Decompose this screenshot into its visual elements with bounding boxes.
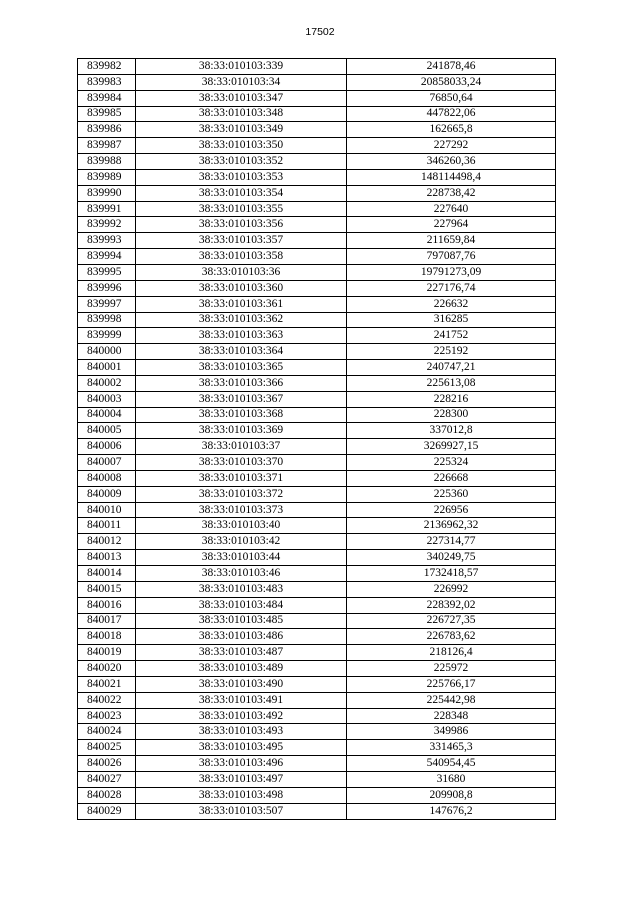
- cadastral-value-cell: 1732418,57: [347, 566, 556, 582]
- cadastral-number-cell: 38:33:010103:484: [136, 597, 347, 613]
- table-row: [78, 375, 556, 391]
- row-number-cell: 839998: [78, 312, 136, 328]
- row-number-cell: 839999: [78, 328, 136, 344]
- table-row: [78, 613, 556, 629]
- cadastral-number-cell: 38:33:010103:355: [136, 201, 347, 217]
- table-row: [78, 217, 556, 233]
- row-number-cell: 840005: [78, 423, 136, 439]
- row-number-cell: 839993: [78, 233, 136, 249]
- row-number-cell: 840003: [78, 391, 136, 407]
- cadastral-value-cell: 31680: [347, 771, 556, 787]
- table-row: [78, 486, 556, 502]
- cadastral-number-cell: 38:33:010103:496: [136, 756, 347, 772]
- cadastral-number-cell: 38:33:010103:493: [136, 724, 347, 740]
- cadastral-value-cell: 226992: [347, 581, 556, 597]
- row-number-cell: 840026: [78, 756, 136, 772]
- row-number-cell: 840013: [78, 550, 136, 566]
- page-number: 17502: [305, 26, 335, 38]
- cadastral-number-cell: 38:33:010103:42: [136, 534, 347, 550]
- cadastral-number-cell: 38:33:010103:368: [136, 407, 347, 423]
- cadastral-number-cell: 38:33:010103:339: [136, 59, 347, 75]
- cadastral-value-cell: 349986: [347, 724, 556, 740]
- cadastral-value-cell: 218126,4: [347, 645, 556, 661]
- cadastral-value-cell: 226956: [347, 502, 556, 518]
- row-number-cell: 839989: [78, 169, 136, 185]
- row-number-cell: 840002: [78, 375, 136, 391]
- row-number-cell: 840025: [78, 740, 136, 756]
- cadastral-value-cell: 241878,46: [347, 59, 556, 75]
- cadastral-number-cell: 38:33:010103:40: [136, 518, 347, 534]
- table-body: [78, 59, 556, 820]
- cadastral-number-cell: 38:33:010103:358: [136, 249, 347, 265]
- cadastral-value-cell: 228348: [347, 708, 556, 724]
- cadastral-number-cell: 38:33:010103:497: [136, 771, 347, 787]
- row-number-cell: 840001: [78, 360, 136, 376]
- row-number-cell: 839986: [78, 122, 136, 138]
- row-number-cell: 839982: [78, 59, 136, 75]
- table-row: [78, 439, 556, 455]
- cadastral-value-cell: 226632: [347, 296, 556, 312]
- table-row: [78, 59, 556, 75]
- table-row: [78, 249, 556, 265]
- table-row: [78, 296, 556, 312]
- cadastral-number-cell: 38:33:010103:34: [136, 74, 347, 90]
- cadastral-number-cell: 38:33:010103:366: [136, 375, 347, 391]
- cadastral-value-cell: 337012,8: [347, 423, 556, 439]
- row-number-cell: 840008: [78, 470, 136, 486]
- row-number-cell: 840018: [78, 629, 136, 645]
- row-number-cell: 840010: [78, 502, 136, 518]
- cadastral-value-cell: 76850,64: [347, 90, 556, 106]
- cadastral-value-cell: 228392,02: [347, 597, 556, 613]
- row-number-cell: 840027: [78, 771, 136, 787]
- cadastral-value-cell: 241752: [347, 328, 556, 344]
- cadastral-value-cell: 227640: [347, 201, 556, 217]
- row-number-cell: 839995: [78, 264, 136, 280]
- cadastral-number-cell: 38:33:010103:498: [136, 787, 347, 803]
- table-row: [78, 661, 556, 677]
- table-row: [78, 391, 556, 407]
- cadastral-number-cell: 38:33:010103:372: [136, 486, 347, 502]
- table-row: [78, 566, 556, 582]
- cadastral-value-cell: 227314,77: [347, 534, 556, 550]
- cadastral-number-cell: 38:33:010103:44: [136, 550, 347, 566]
- cadastral-number-cell: 38:33:010103:489: [136, 661, 347, 677]
- cadastral-number-cell: 38:33:010103:36: [136, 264, 347, 280]
- row-number-cell: 839994: [78, 249, 136, 265]
- cadastral-value-cell: 3269927,15: [347, 439, 556, 455]
- table-row: [78, 122, 556, 138]
- table-row: [78, 629, 556, 645]
- row-number-cell: 840024: [78, 724, 136, 740]
- cadastral-value-cell: 228300: [347, 407, 556, 423]
- cadastral-number-cell: 38:33:010103:349: [136, 122, 347, 138]
- table-row: [78, 676, 556, 692]
- table-row: [78, 423, 556, 439]
- cadastral-number-cell: 38:33:010103:507: [136, 803, 347, 819]
- cadastral-value-cell: 316285: [347, 312, 556, 328]
- cadastral-value-cell: 227292: [347, 138, 556, 154]
- row-number-cell: 839990: [78, 185, 136, 201]
- cadastral-number-cell: 38:33:010103:46: [136, 566, 347, 582]
- cadastral-number-cell: 38:33:010103:492: [136, 708, 347, 724]
- table-row: [78, 280, 556, 296]
- table-row: [78, 534, 556, 550]
- cadastral-number-cell: 38:33:010103:370: [136, 455, 347, 471]
- row-number-cell: 839997: [78, 296, 136, 312]
- cadastral-value-cell: 225766,17: [347, 676, 556, 692]
- table-row: [78, 106, 556, 122]
- cadastral-value-cell: 225613,08: [347, 375, 556, 391]
- row-number-cell: 839983: [78, 74, 136, 90]
- cadastral-number-cell: 38:33:010103:364: [136, 344, 347, 360]
- cadastral-number-cell: 38:33:010103:486: [136, 629, 347, 645]
- cadastral-value-cell: 225972: [347, 661, 556, 677]
- cadastral-number-cell: 38:33:010103:483: [136, 581, 347, 597]
- cadastral-number-cell: 38:33:010103:348: [136, 106, 347, 122]
- cadastral-number-cell: 38:33:010103:491: [136, 692, 347, 708]
- cadastral-value-cell: 225360: [347, 486, 556, 502]
- cadastral-value-cell: 331465,3: [347, 740, 556, 756]
- cadastral-value-cell: 540954,45: [347, 756, 556, 772]
- row-number-cell: 840016: [78, 597, 136, 613]
- table-row: [78, 787, 556, 803]
- cadastral-number-cell: 38:33:010103:369: [136, 423, 347, 439]
- row-number-cell: 840029: [78, 803, 136, 819]
- cadastral-value-cell: 20858033,24: [347, 74, 556, 90]
- row-number-cell: 839991: [78, 201, 136, 217]
- table-row: [78, 740, 556, 756]
- cadastral-value-cell: 225442,98: [347, 692, 556, 708]
- row-number-cell: 840000: [78, 344, 136, 360]
- table-row: [78, 756, 556, 772]
- cadastral-value-cell: 148114498,4: [347, 169, 556, 185]
- table-row: [78, 771, 556, 787]
- cadastral-number-cell: 38:33:010103:362: [136, 312, 347, 328]
- cadastral-number-cell: 38:33:010103:363: [136, 328, 347, 344]
- table-row: [78, 344, 556, 360]
- table-row: [78, 470, 556, 486]
- cadastral-value-cell: 226668: [347, 470, 556, 486]
- cadastral-number-cell: 38:33:010103:365: [136, 360, 347, 376]
- row-number-cell: 840023: [78, 708, 136, 724]
- row-number-cell: 839992: [78, 217, 136, 233]
- row-number-cell: 840004: [78, 407, 136, 423]
- row-number-cell: 839988: [78, 154, 136, 170]
- table-row: [78, 407, 556, 423]
- table-row: [78, 201, 556, 217]
- row-number-cell: 839985: [78, 106, 136, 122]
- table-row: [78, 360, 556, 376]
- table-row: [78, 724, 556, 740]
- cadastral-number-cell: 38:33:010103:490: [136, 676, 347, 692]
- table-row: [78, 328, 556, 344]
- table-row: [78, 692, 556, 708]
- row-number-cell: 839984: [78, 90, 136, 106]
- cadastral-value-cell: 226727,35: [347, 613, 556, 629]
- table-row: [78, 597, 556, 613]
- cadastral-value-table: [77, 58, 556, 820]
- cadastral-value-cell: 228738,42: [347, 185, 556, 201]
- table-row: [78, 90, 556, 106]
- cadastral-number-cell: 38:33:010103:360: [136, 280, 347, 296]
- table-row: [78, 518, 556, 534]
- cadastral-value-cell: 346260,36: [347, 154, 556, 170]
- cadastral-number-cell: 38:33:010103:495: [136, 740, 347, 756]
- cadastral-value-cell: 19791273,09: [347, 264, 556, 280]
- cadastral-number-cell: 38:33:010103:487: [136, 645, 347, 661]
- cadastral-value-cell: 211659,84: [347, 233, 556, 249]
- table-row: [78, 169, 556, 185]
- cadastral-number-cell: 38:33:010103:353: [136, 169, 347, 185]
- cadastral-number-cell: 38:33:010103:373: [136, 502, 347, 518]
- table-row: [78, 502, 556, 518]
- row-number-cell: 839996: [78, 280, 136, 296]
- cadastral-value-cell: 240747,21: [347, 360, 556, 376]
- row-number-cell: 840006: [78, 439, 136, 455]
- row-number-cell: 840014: [78, 566, 136, 582]
- table-row: [78, 312, 556, 328]
- cadastral-value-cell: 227176,74: [347, 280, 556, 296]
- cadastral-number-cell: 38:33:010103:354: [136, 185, 347, 201]
- table-row: [78, 550, 556, 566]
- cadastral-number-cell: 38:33:010103:357: [136, 233, 347, 249]
- table-row: [78, 185, 556, 201]
- cadastral-number-cell: 38:33:010103:371: [136, 470, 347, 486]
- table-row: [78, 264, 556, 280]
- cadastral-number-cell: 38:33:010103:367: [136, 391, 347, 407]
- cadastral-number-cell: 38:33:010103:347: [136, 90, 347, 106]
- cadastral-number-cell: 38:33:010103:350: [136, 138, 347, 154]
- cadastral-number-cell: 38:33:010103:37: [136, 439, 347, 455]
- row-number-cell: 840017: [78, 613, 136, 629]
- row-number-cell: 840021: [78, 676, 136, 692]
- row-number-cell: 840019: [78, 645, 136, 661]
- row-number-cell: 840011: [78, 518, 136, 534]
- cadastral-number-cell: 38:33:010103:485: [136, 613, 347, 629]
- table-row: [78, 645, 556, 661]
- cadastral-value-cell: 228216: [347, 391, 556, 407]
- row-number-cell: 840022: [78, 692, 136, 708]
- table-row: [78, 455, 556, 471]
- row-number-cell: 840028: [78, 787, 136, 803]
- table-row: [78, 708, 556, 724]
- table-row: [78, 233, 556, 249]
- table-row: [78, 74, 556, 90]
- cadastral-value-cell: 340249,75: [347, 550, 556, 566]
- cadastral-number-cell: 38:33:010103:356: [136, 217, 347, 233]
- table-row: [78, 138, 556, 154]
- cadastral-value-cell: 225324: [347, 455, 556, 471]
- cadastral-value-cell: 209908,8: [347, 787, 556, 803]
- table-row: [78, 154, 556, 170]
- row-number-cell: 840020: [78, 661, 136, 677]
- cadastral-value-cell: 225192: [347, 344, 556, 360]
- cadastral-value-cell: 226783,62: [347, 629, 556, 645]
- cadastral-value-cell: 447822,06: [347, 106, 556, 122]
- row-number-cell: 839987: [78, 138, 136, 154]
- row-number-cell: 840015: [78, 581, 136, 597]
- table-row: [78, 803, 556, 819]
- cadastral-number-cell: 38:33:010103:361: [136, 296, 347, 312]
- cadastral-value-cell: 2136962,32: [347, 518, 556, 534]
- cadastral-value-cell: 227964: [347, 217, 556, 233]
- cadastral-value-cell: 797087,76: [347, 249, 556, 265]
- cadastral-number-cell: 38:33:010103:352: [136, 154, 347, 170]
- row-number-cell: 840012: [78, 534, 136, 550]
- row-number-cell: 840007: [78, 455, 136, 471]
- row-number-cell: 840009: [78, 486, 136, 502]
- table-row: [78, 581, 556, 597]
- cadastral-value-cell: 162665,8: [347, 122, 556, 138]
- cadastral-value-cell: 147676,2: [347, 803, 556, 819]
